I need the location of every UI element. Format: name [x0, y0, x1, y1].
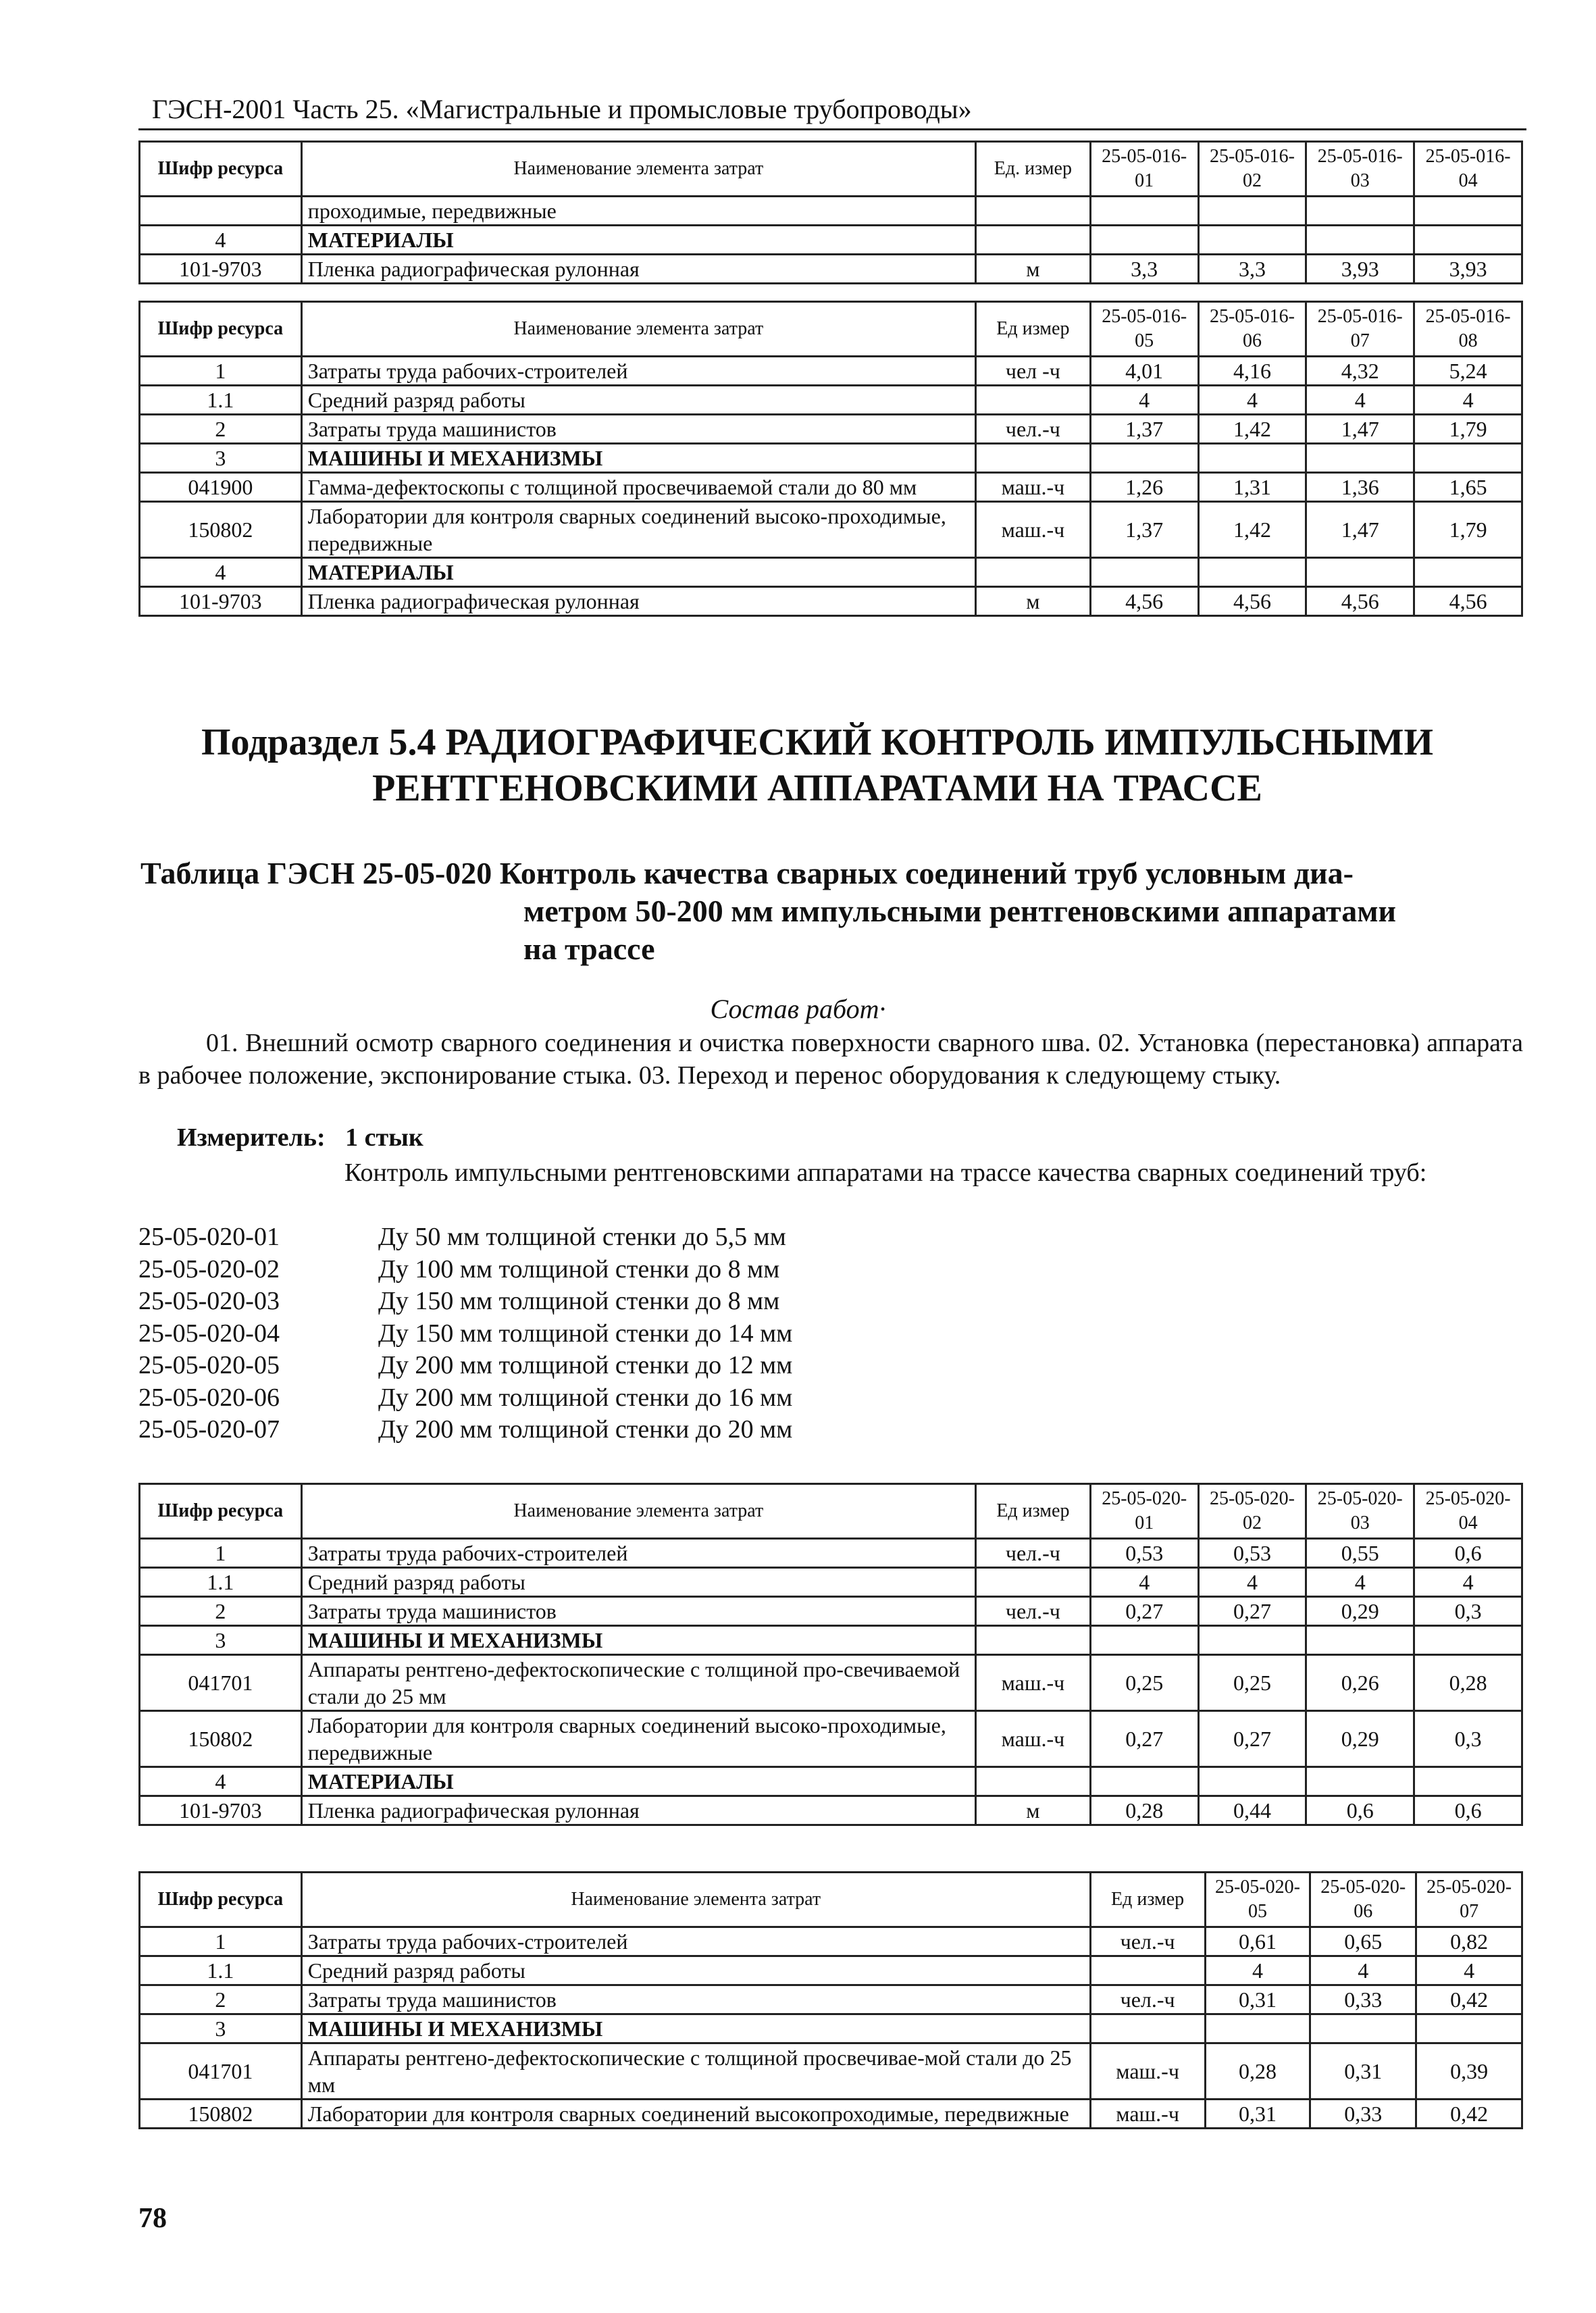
- resource-code-cell: 150802: [140, 2100, 302, 2129]
- table-row: [140, 2043, 1522, 2100]
- work-item: [138, 1286, 792, 1318]
- value-cell: 1,47: [1306, 502, 1414, 558]
- value-cell: 1,37: [1090, 415, 1198, 444]
- value-cell: 0,65: [1310, 1927, 1416, 1956]
- work-code: 25-05-020-02: [138, 1254, 280, 1283]
- value-cell: 4,01: [1090, 357, 1198, 386]
- value-cell: [1306, 1626, 1414, 1655]
- value-cell: [1198, 1626, 1306, 1655]
- value-cell: [1205, 2014, 1310, 2043]
- col-header-norm: 25-05-016-05: [1090, 302, 1198, 357]
- resource-name-cell: Гамма-дефектоскопы с толщиной просвечиваемой стали до 80 мм: [301, 473, 975, 502]
- unit-cell: [975, 558, 1090, 587]
- resource-name-cell: Средний разряд работы: [301, 1568, 975, 1597]
- value-cell: [1306, 226, 1414, 255]
- value-cell: 4,56: [1198, 587, 1306, 616]
- resource-name-cell: Затраты труда машинистов: [301, 1985, 1090, 2014]
- work-code: 25-05-020-01: [138, 1223, 280, 1251]
- col-header-norm: 25-05-020-03: [1306, 1484, 1414, 1539]
- resource-code-cell: 2: [140, 415, 302, 444]
- resource-code-cell: 3: [140, 1626, 302, 1655]
- composition-title: Состав работ·: [710, 994, 886, 1024]
- value-cell: [1090, 1767, 1198, 1796]
- table-section-row: [140, 1767, 1522, 1796]
- col-header-code: Шифр ресурса: [140, 1873, 302, 1927]
- resource-code-cell: 3: [140, 444, 302, 473]
- value-cell: 0,6: [1414, 1539, 1522, 1568]
- measure-line: [177, 1123, 423, 1152]
- col-header-norm: 25-05-016-02: [1198, 142, 1306, 197]
- unit-cell: чел.-ч: [975, 415, 1090, 444]
- value-cell: 4: [1416, 1956, 1522, 1985]
- value-cell: [1414, 558, 1522, 587]
- unit-cell: маш.-ч: [1090, 2043, 1205, 2100]
- work-text: Ду 200 мм толщиной стенки до 20 мм: [378, 1415, 793, 1444]
- section-title-cell: МАТЕРИАЛЫ: [301, 558, 975, 587]
- value-cell: 0,55: [1306, 1539, 1414, 1568]
- value-cell: 1,79: [1414, 502, 1522, 558]
- resource-code-cell: 4: [140, 226, 302, 255]
- resource-code-cell: 1: [140, 1927, 302, 1956]
- table-section-row: [140, 1626, 1522, 1655]
- col-header-norm: 25-05-020-01: [1090, 1484, 1198, 1539]
- resource-name-cell: Средний разряд работы: [301, 1956, 1090, 1985]
- col-header-norm: 25-05-016-01: [1090, 142, 1198, 197]
- table-row: [140, 1927, 1522, 1956]
- table-row: [140, 1956, 1522, 1985]
- value-cell: 1,31: [1198, 473, 1306, 502]
- table-title-line: Таблица ГЭСН 25-05-020 Контроль качества сварных соединений труб условным диа-: [140, 856, 1354, 890]
- resource-code-cell: 2: [140, 1985, 302, 2014]
- table-title-line: на трассе: [523, 932, 655, 966]
- unit-cell: маш.-ч: [975, 1655, 1090, 1711]
- section-title-cell: МАТЕРИАЛЫ: [301, 226, 975, 255]
- unit-cell: чел.-ч: [975, 1597, 1090, 1626]
- measure-value: 1 стык: [345, 1123, 423, 1152]
- value-cell: 1,26: [1090, 473, 1198, 502]
- col-header-norm: 25-05-020-05: [1205, 1873, 1310, 1927]
- value-cell: 0,27: [1198, 1711, 1306, 1767]
- value-cell: [1306, 558, 1414, 587]
- resource-table-020-05-07: [138, 1871, 1523, 2129]
- table-row: [140, 1985, 1522, 2014]
- table-row: [140, 1655, 1522, 1711]
- value-cell: 0,3: [1414, 1711, 1522, 1767]
- unit-cell: [975, 1626, 1090, 1655]
- value-cell: [1306, 444, 1414, 473]
- col-header-norm: 25-05-016-03: [1306, 142, 1414, 197]
- resource-code-cell: 1: [140, 1539, 302, 1568]
- resource-table-016-05-08: [138, 301, 1523, 617]
- work-item: [138, 1254, 792, 1286]
- resource-name-cell: Аппараты рентгено-дефектоскопические с толщиной про-свечиваемой стали до 25 мм: [301, 1655, 975, 1711]
- table-title-line: метром 50-200 мм импульсными рентгеновскими аппаратами: [523, 894, 1397, 928]
- resource-code-cell: 101-9703: [140, 1796, 302, 1825]
- value-cell: 1,79: [1414, 415, 1522, 444]
- value-cell: 0,3: [1414, 1597, 1522, 1626]
- value-cell: 1,42: [1198, 502, 1306, 558]
- value-cell: 0,53: [1090, 1539, 1198, 1568]
- work-text: Ду 150 мм толщиной стенки до 14 мм: [378, 1319, 793, 1348]
- value-cell: [1090, 1626, 1198, 1655]
- value-cell: [1090, 197, 1198, 226]
- unit-cell: маш.-ч: [975, 1711, 1090, 1767]
- value-cell: [1414, 1626, 1522, 1655]
- resource-code-cell: 4: [140, 558, 302, 587]
- value-cell: [1090, 444, 1198, 473]
- value-cell: 4,32: [1306, 357, 1414, 386]
- unit-cell: [975, 226, 1090, 255]
- unit-cell: м: [975, 587, 1090, 616]
- table-row: [140, 2100, 1522, 2129]
- value-cell: [1306, 197, 1414, 226]
- unit-cell: чел.-ч: [1090, 1927, 1205, 1956]
- value-cell: 0,44: [1198, 1796, 1306, 1825]
- value-cell: 0,61: [1205, 1927, 1310, 1956]
- value-cell: 1,37: [1090, 502, 1198, 558]
- resource-name-cell: Затраты труда машинистов: [301, 415, 975, 444]
- value-cell: 0,39: [1416, 2043, 1522, 2100]
- work-code: 25-05-020-05: [138, 1351, 280, 1379]
- value-cell: [1198, 226, 1306, 255]
- unit-cell: чел.-ч: [975, 1539, 1090, 1568]
- value-cell: [1198, 444, 1306, 473]
- resource-code-cell: 3: [140, 2014, 302, 2043]
- table-row: [140, 1796, 1522, 1825]
- value-cell: 0,25: [1198, 1655, 1306, 1711]
- resource-name-cell: Затраты труда рабочих-строителей: [301, 1927, 1090, 1956]
- value-cell: 4: [1414, 1568, 1522, 1597]
- value-cell: [1090, 226, 1198, 255]
- resource-name-cell: Лаборатории для контроля сварных соединений высоко-проходимые, передвижные: [301, 1711, 975, 1767]
- unit-cell: м: [975, 1796, 1090, 1825]
- resource-name-cell: Лаборатории для контроля сварных соединений высокопроходимые, передвижные: [301, 2100, 1090, 2129]
- work-item: [138, 1414, 792, 1446]
- composition-text: 01. Внешний осмотр сварного соединения и очистка поверхности сварного шва. 02. Установка (перестановка) аппарата в рабочее положение, экспонирование стыка. 03. Переход и перенос оборудования к следующему стыку.: [138, 1029, 1523, 1090]
- col-header-unit: Ед измер: [975, 1484, 1090, 1539]
- table-section-row: [140, 558, 1522, 587]
- value-cell: 0,6: [1306, 1796, 1414, 1825]
- col-header-norm: 25-05-020-06: [1310, 1873, 1416, 1927]
- value-cell: 4: [1310, 1956, 1416, 1985]
- header-rule: [138, 128, 1526, 130]
- value-cell: [1414, 444, 1522, 473]
- value-cell: [1198, 1767, 1306, 1796]
- value-cell: 4,16: [1198, 357, 1306, 386]
- value-cell: 0,82: [1416, 1927, 1522, 1956]
- table-row: [140, 255, 1522, 284]
- resource-code-cell: 1.1: [140, 1956, 302, 1985]
- unit-cell: [975, 1767, 1090, 1796]
- value-cell: [1306, 1767, 1414, 1796]
- table-row: [140, 587, 1522, 616]
- section-title-cell: МАШИНЫ И МЕХАНИЗМЫ: [301, 444, 975, 473]
- unit-cell: м: [975, 255, 1090, 284]
- page-number: 78: [138, 2203, 167, 2234]
- works-caption: Контроль импульсными рентгеновскими аппаратами на трассе качества сварных соединений труб:: [344, 1159, 1427, 1187]
- col-header-norm: 25-05-016-08: [1414, 302, 1522, 357]
- table-row: [140, 357, 1522, 386]
- resource-name-cell: Лаборатории для контроля сварных соединений высоко-проходимые, передвижные: [301, 502, 975, 558]
- work-text: Ду 50 мм толщиной стенки до 5,5 мм: [378, 1223, 786, 1251]
- value-cell: [1414, 197, 1522, 226]
- table-row: [140, 473, 1522, 502]
- resource-code-cell: 101-9703: [140, 587, 302, 616]
- col-header-name: Наименование элемента затрат: [301, 142, 975, 197]
- value-cell: 0,33: [1310, 2100, 1416, 2129]
- value-cell: [1198, 558, 1306, 587]
- value-cell: 0,42: [1416, 2100, 1522, 2129]
- resource-name-cell: Затраты труда рабочих-строителей: [301, 1539, 975, 1568]
- value-cell: 4: [1090, 1568, 1198, 1597]
- unit-cell: [1090, 1956, 1205, 1985]
- col-header-norm: 25-05-016-04: [1414, 142, 1522, 197]
- unit-cell: [975, 197, 1090, 226]
- resource-name-cell: Аппараты рентгено-дефектоскопические с толщиной просвечивае-мой стали до 25 мм: [301, 2043, 1090, 2100]
- value-cell: 0,28: [1414, 1655, 1522, 1711]
- value-cell: 0,28: [1205, 2043, 1310, 2100]
- value-cell: 0,27: [1090, 1711, 1198, 1767]
- value-cell: 0,27: [1090, 1597, 1198, 1626]
- value-cell: 0,53: [1198, 1539, 1306, 1568]
- value-cell: 0,29: [1306, 1711, 1414, 1767]
- section-title-cell: МАТЕРИАЛЫ: [301, 1767, 975, 1796]
- value-cell: 4: [1306, 1568, 1414, 1597]
- resource-code-cell: 150802: [140, 1711, 302, 1767]
- running-header: ГЭСН-2001 Часть 25. «Магистральные и промысловые трубопроводы»: [152, 94, 972, 124]
- value-cell: [1198, 197, 1306, 226]
- measure-label: Измеритель:: [177, 1123, 326, 1152]
- col-header-norm: 25-05-020-02: [1198, 1484, 1306, 1539]
- resource-name-cell: Затраты труда рабочих-строителей: [301, 357, 975, 386]
- value-cell: 4: [1306, 386, 1414, 415]
- subsection-line: Подраздел 5.4 РАДИОГРАФИЧЕСКИЙ КОНТРОЛЬ ИМПУЛЬСНЫМИ: [201, 721, 1434, 763]
- value-cell: 0,6: [1414, 1796, 1522, 1825]
- unit-cell: [975, 444, 1090, 473]
- value-cell: 0,25: [1090, 1655, 1198, 1711]
- value-cell: 3,93: [1414, 255, 1522, 284]
- value-cell: 4,56: [1090, 587, 1198, 616]
- work-code: 25-05-020-07: [138, 1415, 280, 1444]
- value-cell: 1,36: [1306, 473, 1414, 502]
- table-row: [140, 415, 1522, 444]
- value-cell: [1310, 2014, 1416, 2043]
- value-cell: 4,56: [1306, 587, 1414, 616]
- unit-cell: маш.-ч: [1090, 2100, 1205, 2129]
- resource-code-cell: 101-9703: [140, 255, 302, 284]
- work-code: 25-05-020-04: [138, 1319, 280, 1348]
- resource-code-cell: 2: [140, 1597, 302, 1626]
- unit-cell: [975, 1568, 1090, 1597]
- resource-code-cell: 4: [140, 1767, 302, 1796]
- work-item: [138, 1350, 792, 1382]
- col-header-code: Шифр ресурса: [140, 302, 302, 357]
- works-list: [138, 1221, 792, 1446]
- col-header-name: Наименование элемента затрат: [301, 302, 975, 357]
- subsection-heading: [162, 719, 1472, 811]
- unit-cell: чел.-ч: [1090, 1985, 1205, 2014]
- value-cell: 4: [1090, 386, 1198, 415]
- col-header-norm: 25-05-016-07: [1306, 302, 1414, 357]
- resource-code-cell: 1.1: [140, 1568, 302, 1597]
- work-item: [138, 1318, 792, 1350]
- unit-cell: чел -ч: [975, 357, 1090, 386]
- col-header-norm: 25-05-016-06: [1198, 302, 1306, 357]
- col-header-name: Наименование элемента затрат: [301, 1873, 1090, 1927]
- table-section-row: [140, 226, 1522, 255]
- col-header-code: Шифр ресурса: [140, 1484, 302, 1539]
- value-cell: 0,26: [1306, 1655, 1414, 1711]
- value-cell: [1416, 2014, 1522, 2043]
- value-cell: 4: [1198, 1568, 1306, 1597]
- resource-name-cell: Пленка радиографическая рулонная: [301, 587, 975, 616]
- value-cell: 4: [1414, 386, 1522, 415]
- resource-name-cell: проходимые, передвижные: [301, 197, 975, 226]
- section-title-cell: МАШИНЫ И МЕХАНИЗМЫ: [301, 2014, 1090, 2043]
- value-cell: 4: [1198, 386, 1306, 415]
- work-text: Ду 150 мм толщиной стенки до 8 мм: [378, 1287, 780, 1315]
- value-cell: [1414, 1767, 1522, 1796]
- value-cell: 3,93: [1306, 255, 1414, 284]
- value-cell: 4: [1205, 1956, 1310, 1985]
- col-header-unit: Ед. измер: [975, 142, 1090, 197]
- work-code: 25-05-020-06: [138, 1383, 280, 1412]
- work-text: Ду 200 мм толщиной стенки до 16 мм: [378, 1383, 793, 1412]
- work-item: [138, 1221, 792, 1254]
- value-cell: [1414, 226, 1522, 255]
- section-title-cell: МАШИНЫ И МЕХАНИЗМЫ: [301, 1626, 975, 1655]
- table-section-row: [140, 444, 1522, 473]
- col-header-norm: 25-05-020-04: [1414, 1484, 1522, 1539]
- value-cell: 0,27: [1198, 1597, 1306, 1626]
- resource-code-cell: [140, 197, 302, 226]
- resource-code-cell: 1: [140, 357, 302, 386]
- resource-code-cell: 1.1: [140, 386, 302, 415]
- value-cell: 0,31: [1205, 1985, 1310, 2014]
- work-item: [138, 1382, 792, 1415]
- value-cell: 0,31: [1310, 2043, 1416, 2100]
- value-cell: 0,33: [1310, 1985, 1416, 2014]
- resource-name-cell: Пленка радиографическая рулонная: [301, 255, 975, 284]
- col-header-unit: Ед измер: [975, 302, 1090, 357]
- value-cell: 0,42: [1416, 1985, 1522, 2014]
- resource-name-cell: Пленка радиографическая рулонная: [301, 1796, 975, 1825]
- value-cell: 0,29: [1306, 1597, 1414, 1626]
- table-row: [140, 386, 1522, 415]
- resource-code-cell: 041701: [140, 1655, 302, 1711]
- col-header-unit: Ед измер: [1090, 1873, 1205, 1927]
- work-text: Ду 200 мм толщиной стенки до 12 мм: [378, 1351, 793, 1379]
- table-row: [140, 1568, 1522, 1597]
- unit-cell: [975, 386, 1090, 415]
- value-cell: 3,3: [1090, 255, 1198, 284]
- table-section-row: [140, 2014, 1522, 2043]
- resource-name-cell: Средний разряд работы: [301, 386, 975, 415]
- value-cell: 5,24: [1414, 357, 1522, 386]
- resource-table-016-01-04: [138, 141, 1523, 284]
- col-header-code: Шифр ресурса: [140, 142, 302, 197]
- work-text: Ду 100 мм толщиной стенки до 8 мм: [378, 1254, 780, 1283]
- value-cell: 3,3: [1198, 255, 1306, 284]
- resource-code-cell: 150802: [140, 502, 302, 558]
- work-code: 25-05-020-03: [138, 1287, 280, 1315]
- resource-code-cell: 041900: [140, 473, 302, 502]
- unit-cell: маш.-ч: [975, 473, 1090, 502]
- value-cell: 1,47: [1306, 415, 1414, 444]
- value-cell: 4,56: [1414, 587, 1522, 616]
- col-header-name: Наименование элемента затрат: [301, 1484, 975, 1539]
- table-row: [140, 502, 1522, 558]
- unit-cell: [1090, 2014, 1205, 2043]
- value-cell: 0,28: [1090, 1796, 1198, 1825]
- table-row: [140, 1597, 1522, 1626]
- table-title: [140, 855, 1515, 968]
- unit-cell: маш.-ч: [975, 502, 1090, 558]
- resource-name-cell: Затраты труда машинистов: [301, 1597, 975, 1626]
- value-cell: [1090, 558, 1198, 587]
- subsection-line: РЕНТГЕНОВСКИМИ АППАРАТАМИ НА ТРАССЕ: [372, 767, 1262, 809]
- col-header-norm: 25-05-020-07: [1416, 1873, 1522, 1927]
- value-cell: 1,42: [1198, 415, 1306, 444]
- resource-table-020-01-04: [138, 1483, 1523, 1826]
- resource-code-cell: 041701: [140, 2043, 302, 2100]
- value-cell: 0,31: [1205, 2100, 1310, 2129]
- table-row: [140, 197, 1522, 226]
- value-cell: 1,65: [1414, 473, 1522, 502]
- table-row: [140, 1539, 1522, 1568]
- table-row: [140, 1711, 1522, 1767]
